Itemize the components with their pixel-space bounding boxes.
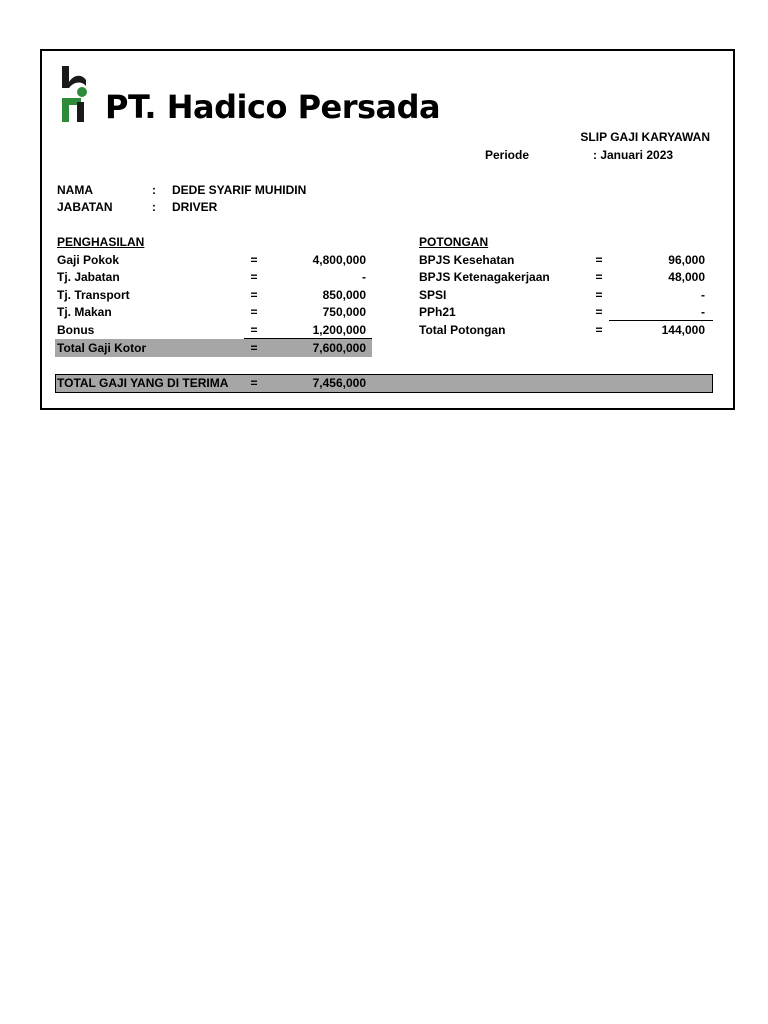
penghasilan-heading: PENGHASILAN — [57, 235, 145, 249]
slip-title: SLIP GAJI KARYAWAN — [580, 130, 710, 144]
jabatan-colon: : — [152, 200, 156, 214]
earning-label: Tj. Jabatan — [57, 270, 120, 284]
nama-label: NAMA — [57, 183, 93, 197]
earning-value: 4,800,000 — [312, 253, 366, 267]
earning-label: Gaji Pokok — [57, 253, 120, 267]
earning-eq: = — [250, 288, 258, 302]
deduction-value: - — [701, 288, 705, 302]
deductions-sum-line — [609, 320, 713, 321]
earning-value: - — [362, 270, 366, 284]
deduction-eq: = — [595, 305, 603, 319]
net-pay-label: TOTAL GAJI YANG DI TERIMA — [57, 376, 229, 390]
earning-value: 850,000 — [322, 288, 366, 302]
deduction-value: 96,000 — [668, 253, 705, 267]
earning-label: Bonus — [57, 323, 95, 337]
earning-value: 750,000 — [322, 305, 366, 319]
net-pay-eq: = — [250, 376, 258, 390]
jabatan-value: DRIVER — [172, 200, 218, 214]
earning-label: Tj. Makan — [57, 305, 112, 319]
jabatan-label: JABATAN — [57, 200, 113, 214]
periode-value: : Januari 2023 — [593, 148, 674, 162]
net-pay-value: 7,456,000 — [312, 376, 366, 390]
deduction-eq: = — [595, 270, 603, 284]
deduction-label: SPSI — [419, 288, 447, 302]
total-gaji-kotor-label: Total Gaji Kotor — [57, 341, 147, 355]
earning-eq: = — [250, 253, 258, 267]
total-potongan-label: Total Potongan — [419, 323, 506, 337]
total-gaji-kotor-value: 7,600,000 — [312, 341, 366, 355]
company-name: PT. Hadico Persada — [105, 88, 441, 126]
total-gaji-kotor-eq: = — [250, 341, 258, 355]
total-potongan-value: 144,000 — [661, 323, 705, 337]
deduction-value: - — [701, 305, 705, 319]
nama-value: DEDE SYARIF MUHIDIN — [172, 183, 307, 197]
deduction-eq: = — [595, 288, 603, 302]
earning-label: Tj. Transport — [57, 288, 130, 302]
earning-eq: = — [250, 270, 258, 284]
earning-value: 1,200,000 — [312, 323, 366, 337]
potongan-heading: POTONGAN — [419, 235, 489, 249]
salary-slip — [40, 49, 735, 410]
total-potongan-eq: = — [595, 323, 603, 337]
periode-label: Periode — [485, 148, 530, 162]
deduction-label: BPJS Ketenagakerjaan — [419, 270, 550, 284]
deduction-eq: = — [595, 253, 603, 267]
earning-eq: = — [250, 323, 258, 337]
deduction-label: PPh21 — [419, 305, 456, 319]
earning-eq: = — [250, 305, 258, 319]
deduction-value: 48,000 — [668, 270, 705, 284]
deduction-label: BPJS Kesehatan — [419, 253, 515, 267]
nama-colon: : — [152, 183, 156, 197]
company-logo-icon — [60, 64, 94, 126]
